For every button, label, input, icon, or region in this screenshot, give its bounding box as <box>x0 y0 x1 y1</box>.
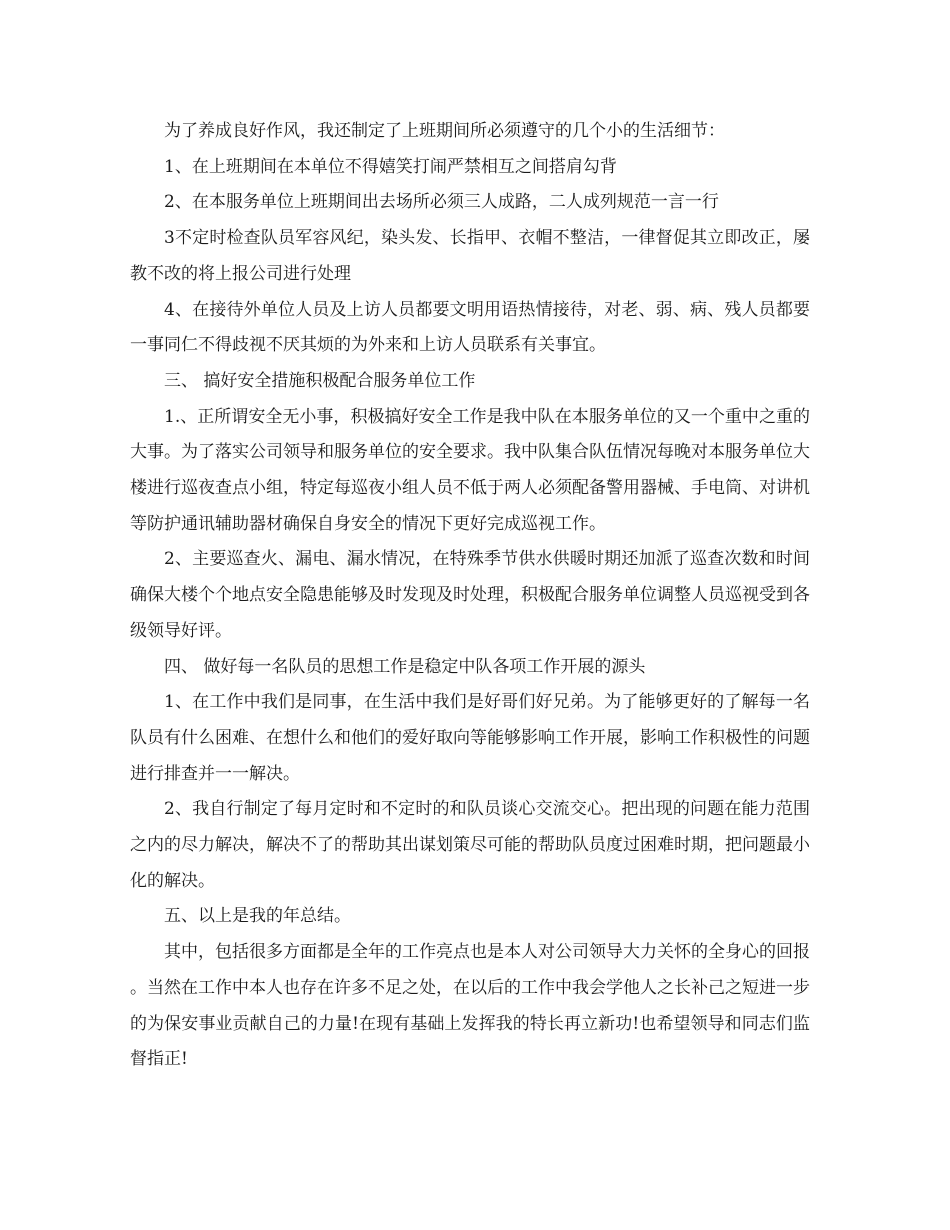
paragraph-5: 4、在接待外单位人员及上访人员都要文明用语热情接待，对老、弱、病、残人员都要一事同仁不得歧视不厌其烦的为外来和上访人员联系有关事宜。 <box>130 299 810 356</box>
paragraph-10: 1、在工作中我们是同事，在生活中我们是好哥们好兄弟。为了能够更好的了解每一名队员有什么困难、在想什么和他们的爱好取向等能够影响工作开展，影响工作积极性的问题进行排查并一一解决。 <box>130 692 810 784</box>
section-heading-3: 三、 搞好安全措施积极配合服务单位工作 <box>164 370 476 391</box>
paragraph-3: 2、在本服务单位上班期间出去场所必须三人成路，二人成列规范一言一行 <box>164 192 719 213</box>
section-heading-4: 四、 做好每一名队员的思想工作是稳定中队各项工作开展的源头 <box>164 656 646 677</box>
paragraph-4: 3不定时检查队员军容风纪，染头发、长指甲、衣帽不整洁，一律督促其立即改正，屡教不改的将上报公司进行处理 <box>130 228 810 284</box>
section-heading-5: 五、以上是我的年总结。 <box>164 906 351 927</box>
paragraph-11: 2、我自行制定了每月定时和不定时的和队员谈心交流交心。把出现的问题在能力范围之内的尽力解决，解决不了的帮助其出谋划策尽可能的帮助队员度过困难时期，把问题最小化的解决。 <box>130 799 810 891</box>
paragraph-7: 1.、正所谓安全无小事，积极搞好安全工作是我中队在本服务单位的又一个重中之重的大事。为了落实公司领导和服务单位的安全要求。我中队集合队伍情况每晚对本服务单位大楼进行巡夜查点小组，特定每巡夜小组人员不低于两人必须配备警用器械、手电筒、对讲机等防护通讯辅助器材确保自身安全的情况下更好完成巡视工作。 <box>130 406 810 534</box>
paragraph-13: 其中，包括很多方面都是全年的工作亮点也是本人对公司领导大力关怀的全身心的回报。当然在工作中本人也存在许多不足之处，在以后的工作中我会学他人之长补己之短进一步的为保安事业贡献自己的力量!在现有基础上发挥我的特长再立新功!也希望领导和同志们监督指正! <box>130 942 810 1070</box>
paragraph-8: 2、主要巡查火、漏电、漏水情况，在特殊季节供水供暖时期还加派了巡查次数和时间确保大楼个个地点安全隐患能够及时发现及时处理，积极配合服务单位调整人员巡视受到各级领导好评。 <box>130 549 810 641</box>
paragraph-2: 1、在上班期间在本单位不得嬉笑打闹严禁相互之间搭肩勾背 <box>164 156 617 177</box>
paragraph-1: 为了养成良好作风，我还制定了上班期间所必须遵守的几个小的生活细节： <box>164 121 725 141</box>
document-body <box>130 114 810 1078</box>
